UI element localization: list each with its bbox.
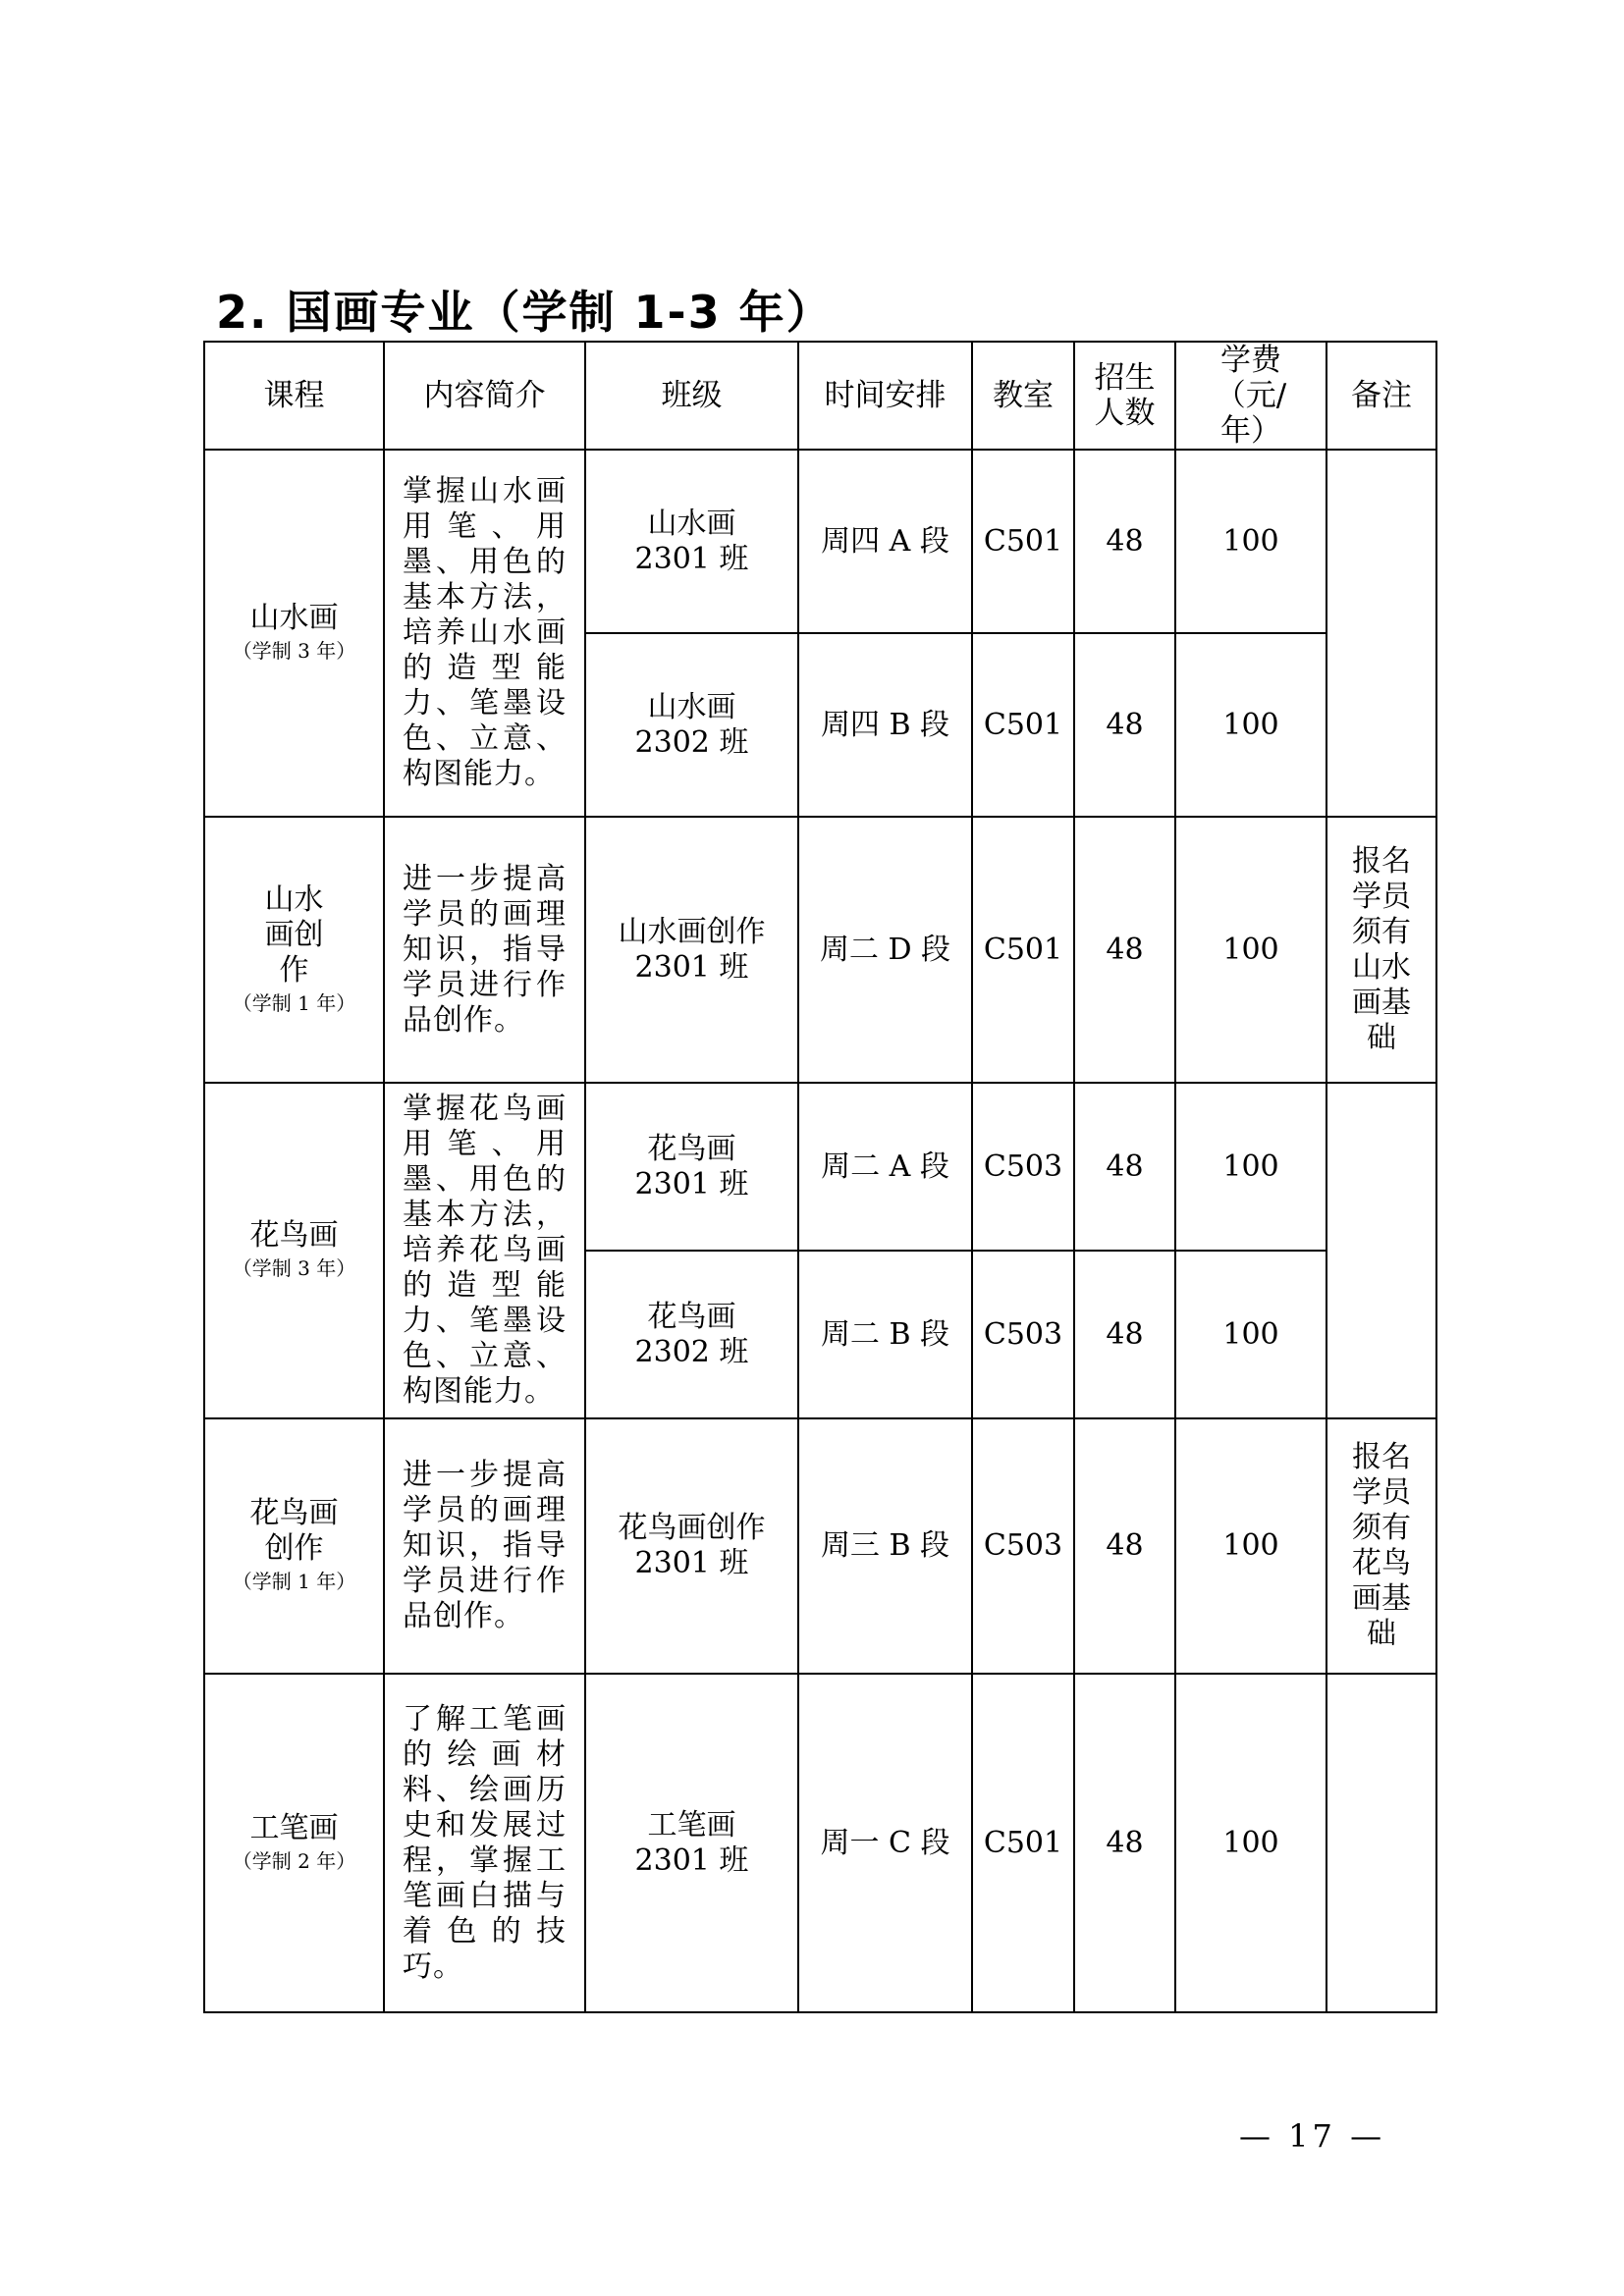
schedule-cell: 周四 A 段 (798, 450, 972, 633)
room-cell: C501 (972, 633, 1074, 817)
course-table (203, 341, 1437, 2013)
fee-cell: 100 (1175, 450, 1326, 633)
description-cell: 掌握花鸟画用笔、用墨、用色的基本方法，培养花鸟画的造型能力、笔墨设色、立意、构图能力。 (384, 1083, 585, 1418)
note-cell (1326, 1674, 1436, 2012)
header-row (204, 342, 1436, 450)
course-duration: （学制 2 年） (232, 1848, 356, 1873)
table-row (204, 1674, 1436, 2012)
description-cell: 掌握山水画用笔、用墨、用色的基本方法，培养山水画的造型能力、笔墨设色、立意、构图能力。 (384, 450, 585, 817)
fee-cell: 100 (1175, 633, 1326, 817)
fee-cell: 100 (1175, 817, 1326, 1083)
course-name: 工笔画 (249, 1810, 339, 1845)
enrollment-cell: 48 (1074, 1418, 1175, 1674)
description-cell: 了解工笔画的绘画材料、绘画历史和发展过程，掌握工笔画白描与着色的技巧。 (384, 1674, 585, 2012)
enrollment-cell: 48 (1074, 633, 1175, 817)
header-enrollment: 招生人数 (1074, 342, 1175, 450)
course-cell (204, 1083, 384, 1418)
course-cell (204, 1674, 384, 2012)
enrollment-cell: 48 (1074, 450, 1175, 633)
room-cell: C503 (972, 1083, 1074, 1251)
note-cell: 报名学员须有山水画基础 (1326, 817, 1436, 1083)
schedule-cell: 周三 B 段 (798, 1418, 972, 1674)
schedule-cell: 周二 D 段 (798, 817, 972, 1083)
section-title: 2. 国画专业（学制 1-3 年） (216, 286, 834, 339)
course-cell (204, 450, 384, 817)
course-duration: （学制 3 年） (232, 639, 356, 663)
course-cell (204, 1418, 384, 1674)
enrollment-cell: 48 (1074, 1251, 1175, 1418)
header-course: 课程 (204, 342, 384, 450)
schedule-cell: 周二 A 段 (798, 1083, 972, 1251)
class-cell: 工笔画 2301 班 (585, 1674, 798, 2012)
course-name: 山水画创作 (264, 881, 324, 988)
course-cell (204, 817, 384, 1083)
room-cell: C503 (972, 1418, 1074, 1674)
enrollment-cell: 48 (1074, 1083, 1175, 1251)
note-cell (1326, 1083, 1436, 1418)
class-cell: 花鸟画创作 2301 班 (585, 1418, 798, 1674)
course-name: 花鸟画创作 (249, 1496, 339, 1566)
room-cell: C501 (972, 1674, 1074, 2012)
table-row (204, 817, 1436, 1083)
fee-cell: 100 (1175, 1418, 1326, 1674)
class-cell: 山水画创作 2301 班 (585, 817, 798, 1083)
fee-cell: 100 (1175, 1083, 1326, 1251)
description-cell: 进一步提高学员的画理知识，指导学员进行作品创作。 (384, 817, 585, 1083)
note-cell (1326, 450, 1436, 817)
schedule-cell: 周四 B 段 (798, 633, 972, 817)
course-duration: （学制 1 年） (232, 990, 356, 1015)
fee-cell: 100 (1175, 1251, 1326, 1418)
header-class: 班级 (585, 342, 798, 450)
course-duration: （学制 1 年） (232, 1570, 356, 1593)
room-cell: C503 (972, 1251, 1074, 1418)
page-number: — 17 — (1239, 2117, 1386, 2155)
class-cell: 山水画 2302 班 (585, 633, 798, 817)
schedule-cell: 周二 B 段 (798, 1251, 972, 1418)
enrollment-cell: 48 (1074, 817, 1175, 1083)
table-row (204, 1418, 1436, 1674)
class-cell: 花鸟画 2301 班 (585, 1083, 798, 1251)
class-cell: 花鸟画 2302 班 (585, 1251, 798, 1418)
room-cell: C501 (972, 817, 1074, 1083)
header-schedule: 时间安排 (798, 342, 972, 450)
course-name: 山水画 (249, 601, 339, 635)
header-room: 教室 (972, 342, 1074, 450)
table-row (204, 1083, 1436, 1251)
schedule-cell: 周一 C 段 (798, 1674, 972, 2012)
room-cell: C501 (972, 450, 1074, 633)
enrollment-cell: 48 (1074, 1674, 1175, 2012)
header-description: 内容简介 (384, 342, 585, 450)
course-name: 花鸟画 (249, 1218, 339, 1253)
header-note: 备注 (1326, 342, 1436, 450)
header-fee: 学费（元/年） (1175, 342, 1326, 450)
class-cell: 山水画 2301 班 (585, 450, 798, 633)
fee-cell: 100 (1175, 1674, 1326, 2012)
table-row (204, 450, 1436, 633)
note-cell: 报名学员须有花鸟画基础 (1326, 1418, 1436, 1674)
description-cell: 进一步提高学员的画理知识，指导学员进行作品创作。 (384, 1418, 585, 1674)
course-duration: （学制 3 年） (232, 1256, 356, 1280)
